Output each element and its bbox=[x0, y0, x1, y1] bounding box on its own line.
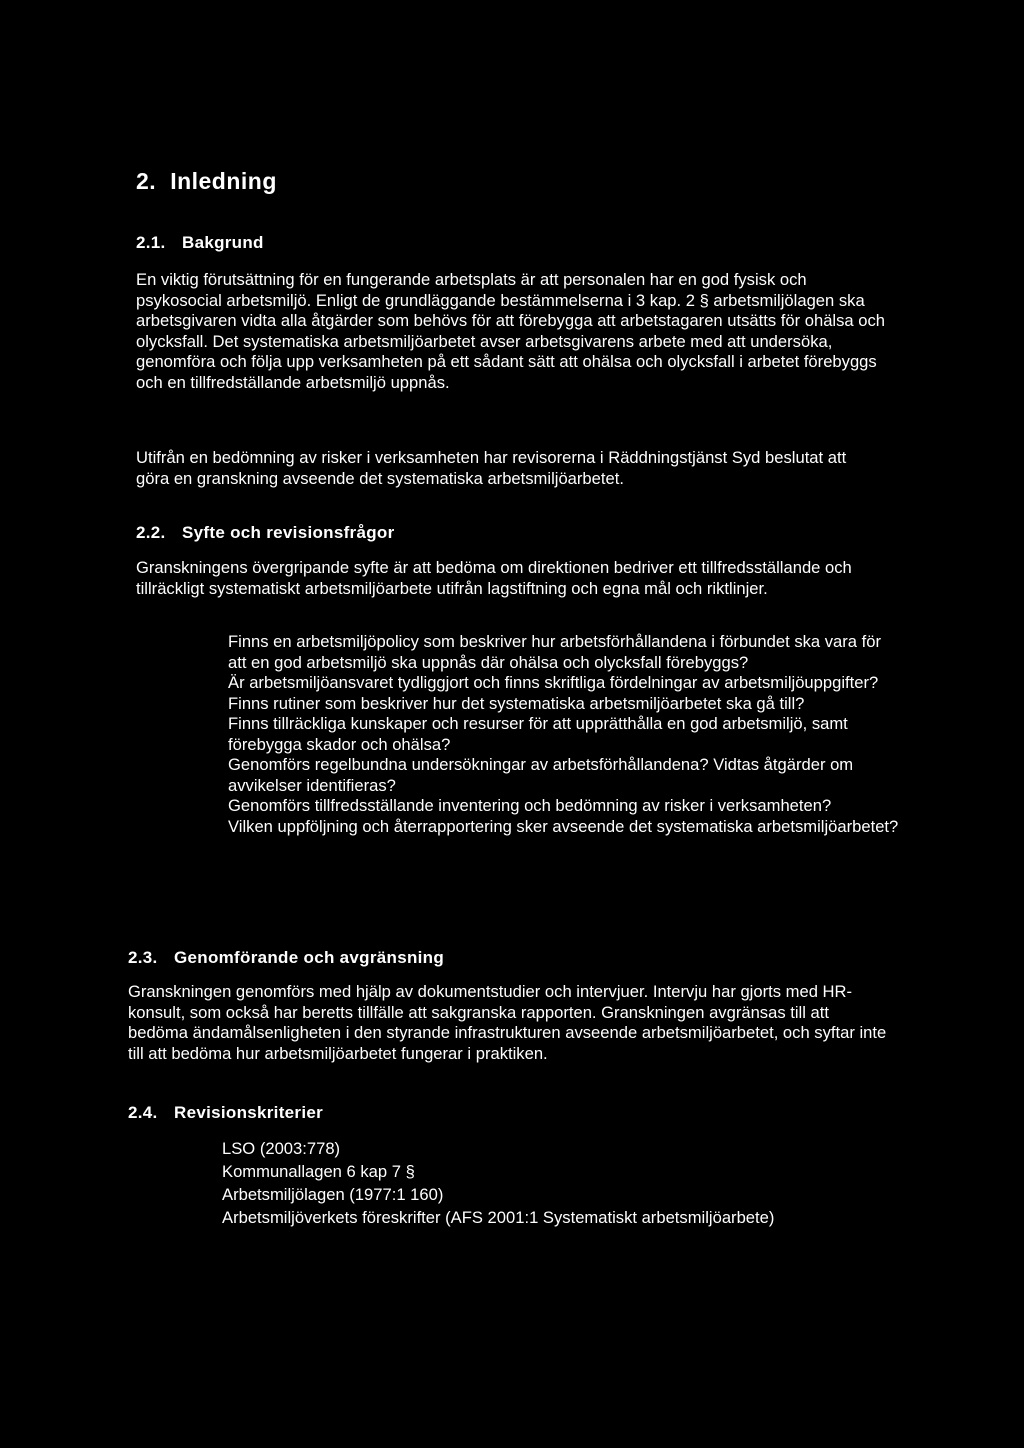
genomforande-title: Genomförande och avgränsning bbox=[174, 948, 445, 967]
list-item: Genomförs tillfredsställande inventering och bedömning av risker i verksamheten? bbox=[228, 796, 832, 815]
bakgrund-paragraph-1: En viktig förutsättning för en fungerande arbetsplats är att personalen har en god fysisk och psykosocial arbetsmiljö. Enligt de grundläggande bestämmelserna i 3 kap. 2 § arbetsmiljölagen ska arbetsgivaren vidta alla åtgärder som behövs för att förebygga att arbetstagaren utsätts för ohälsa och olycksfall. Det systematiska arbetsmiljöarbetet avser arbetsgivarens arbete med att undersöka, genomföra och följa upp verksamheten på ett sådant sätt att ohälsa och olycksfall i arbetet förebyggs och en tillfredställande arbetsmiljö uppnås. bbox=[136, 270, 885, 392]
kriterier-number: 2.4. bbox=[128, 1103, 158, 1122]
list-item: Vilken uppföljning och återrapportering sker avseende det systematiska arbetsmiljöarbetet? bbox=[228, 816, 899, 836]
section-heading bbox=[136, 168, 277, 195]
bakgrund-paragraph-2: Utifrån en bedömning av risker i verksamheten har revisorerna i Räddningstjänst Syd beslutat att göra en granskning avseende det systematiska arbetsmiljöarbetet. bbox=[136, 448, 847, 488]
list-item: Finns tillräckliga kunskaper och resurser för att upprätthålla en god arbetsmiljö, samt förebygga skador och ohälsa? bbox=[228, 714, 848, 754]
bakgrund-number: 2.1. bbox=[136, 233, 166, 252]
syfte-title: Syfte och revisionsfrågor bbox=[182, 523, 395, 542]
kriterier-heading bbox=[128, 1103, 323, 1123]
list-item: Kommunallagen 6 kap 7 § bbox=[222, 1162, 415, 1181]
genomforande-paragraph: Granskningen genomförs med hjälp av dokumentstudier och intervjuer. Intervju har gjorts med HR-konsult, som också har beretts tillfälle att sakgranska rapporten. Granskningen avgränsas till att bedöma ändamålsenligheten i den styrande infrastrukturen avseende arbetsmiljöarbetet, och syftar inte till att bedöma hur arbetsmiljöarbetet fungerar i praktiken. bbox=[128, 982, 887, 1063]
kriterier-title: Revisionskriterier bbox=[174, 1103, 324, 1122]
list-item: Arbetsmiljölagen (1977:1 160) bbox=[222, 1185, 444, 1204]
list-item: Finns en arbetsmiljöpolicy som beskriver hur arbetsförhållandena i förbundet ska vara för att en god arbetsmiljö ska uppnås där ohälsa och olycksfall förebyggs? bbox=[228, 632, 882, 672]
list-item: Är arbetsmiljöansvaret tydliggjort och finns skriftliga fördelningar av arbetsmiljöuppgifter? bbox=[228, 673, 879, 692]
bakgrund-heading bbox=[136, 233, 264, 253]
list-item: Genomförs regelbundna undersökningar av arbetsförhållandena? Vidtas åtgärder om avvikelser identifieras? bbox=[228, 755, 854, 795]
list-item: Finns rutiner som beskriver hur det systematiska arbetsmiljöarbetet ska gå till? bbox=[228, 693, 805, 713]
genomforande-number: 2.3. bbox=[128, 948, 158, 967]
section-title: Inledning bbox=[170, 168, 277, 194]
syfte-paragraph: Granskningens övergripande syfte är att bedöma om direktionen bedriver ett tillfredsställande och tillräckligt systematiskt arbetsmiljöarbete utifrån lagstiftning och egna mål och riktlinjer. bbox=[136, 558, 852, 598]
section-number: 2. bbox=[136, 168, 157, 194]
revisionskriterier-list bbox=[222, 1137, 922, 1229]
bakgrund-title: Bakgrund bbox=[182, 233, 264, 252]
revisionsfragor-list bbox=[228, 632, 900, 837]
genomforande-heading bbox=[128, 948, 444, 968]
syfte-number: 2.2. bbox=[136, 523, 166, 542]
list-item: LSO (2003:778) bbox=[222, 1139, 341, 1158]
list-item: Arbetsmiljöverkets föreskrifter (AFS 2001:1 Systematiskt arbetsmiljöarbete) bbox=[222, 1208, 775, 1227]
syfte-heading bbox=[136, 523, 395, 543]
